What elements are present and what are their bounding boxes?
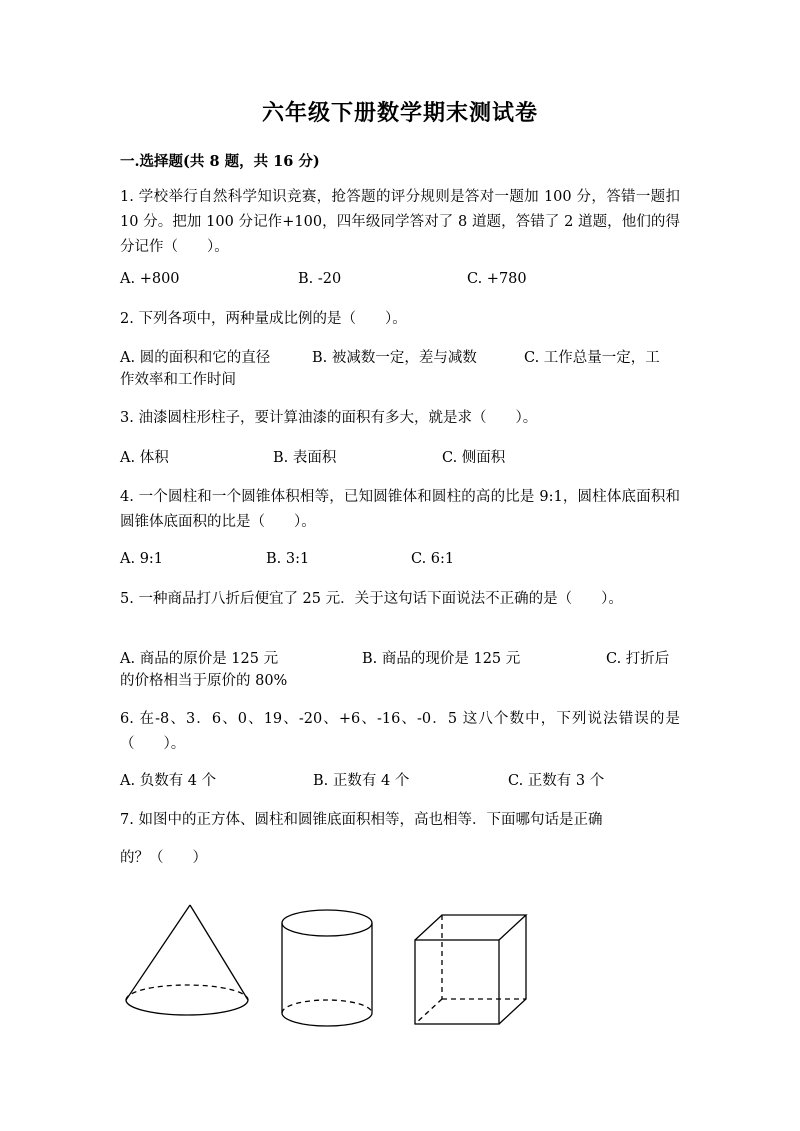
solid-figures — [110, 895, 550, 1045]
option-b[interactable]: B. 正数有 4 个 — [313, 773, 410, 789]
question-7-stem: 7. 如图中的正方体、圆柱和圆锥底面积相等，高也相等．下面哪句话是正确 — [120, 812, 603, 828]
page-title: 六年级下册数学期末测试卷 — [261, 100, 538, 126]
option-c-continued: 的价格相当于原价的 80% — [120, 673, 288, 689]
question-7-stem-continued: 的？（ ） — [120, 850, 207, 866]
option-b[interactable]: B. 3:1 — [266, 551, 310, 567]
option-c[interactable]: C. 打折后 — [606, 651, 670, 667]
question-4-stem: 4. 一个圆柱和一个圆锥体积相等，已知圆锥体和圆柱的高的比是 9:1，圆柱体底面积和圆锥体底面积的比是（ ）。 — [120, 489, 680, 530]
question-6-stem: 6. 在-8、3．6、0、19、-20、+6、-16、-0．5 这八个数中，下列说法错误的是（ ）。 — [120, 711, 680, 752]
option-b[interactable]: B. 商品的现价是 125 元 — [362, 651, 521, 667]
option-b[interactable]: B. 被减数一定，差与减数 — [312, 350, 477, 366]
option-c[interactable]: C. 侧面积 — [442, 450, 506, 466]
option-a[interactable]: A. 负数有 4 个 — [120, 773, 217, 789]
option-c[interactable]: C. 工作总量一定，工 — [524, 350, 660, 366]
section-heading: 一.选择题(共 8 题，共 16 分) — [120, 153, 320, 170]
option-b[interactable]: B. -20 — [298, 271, 342, 287]
option-c[interactable]: C. 正数有 3 个 — [508, 773, 605, 789]
question-5-stem: 5. 一种商品打八折后便宜了 25 元．关于这句话下面说法不正确的是（ ）。 — [120, 591, 623, 607]
option-b[interactable]: B. 表面积 — [273, 450, 337, 466]
cone-figure — [126, 905, 248, 1015]
cube-figure — [415, 915, 526, 1024]
option-a[interactable]: A. 体积 — [120, 450, 169, 466]
option-c[interactable]: C. 6:1 — [411, 551, 455, 567]
cylinder-figure — [282, 910, 372, 1026]
option-c[interactable]: C. +780 — [467, 271, 527, 287]
option-a[interactable]: A. 圆的面积和它的直径 — [120, 350, 271, 366]
question-2-stem: 2. 下列各项中，两种量成比例的是（ ）。 — [120, 311, 407, 327]
option-c-continued: 作效率和工作时间 — [120, 372, 236, 388]
question-3-stem: 3. 油漆圆柱形柱子，要计算油漆的面积有多大，就是求（ ）。 — [120, 410, 538, 426]
option-a[interactable]: A. +800 — [120, 271, 180, 287]
option-a[interactable]: A. 商品的原价是 125 元 — [120, 651, 279, 667]
question-1-stem: 1. 学校举行自然科学知识竞赛，抢答题的评分规则是答对一题加 100 分，答错一题扣 10 分。把加 100 分记作+100，四年级同学答对了 8 道题，答错了 2 道题，他们的得分记作（ ）。 — [120, 189, 680, 255]
option-a[interactable]: A. 9:1 — [120, 551, 164, 567]
